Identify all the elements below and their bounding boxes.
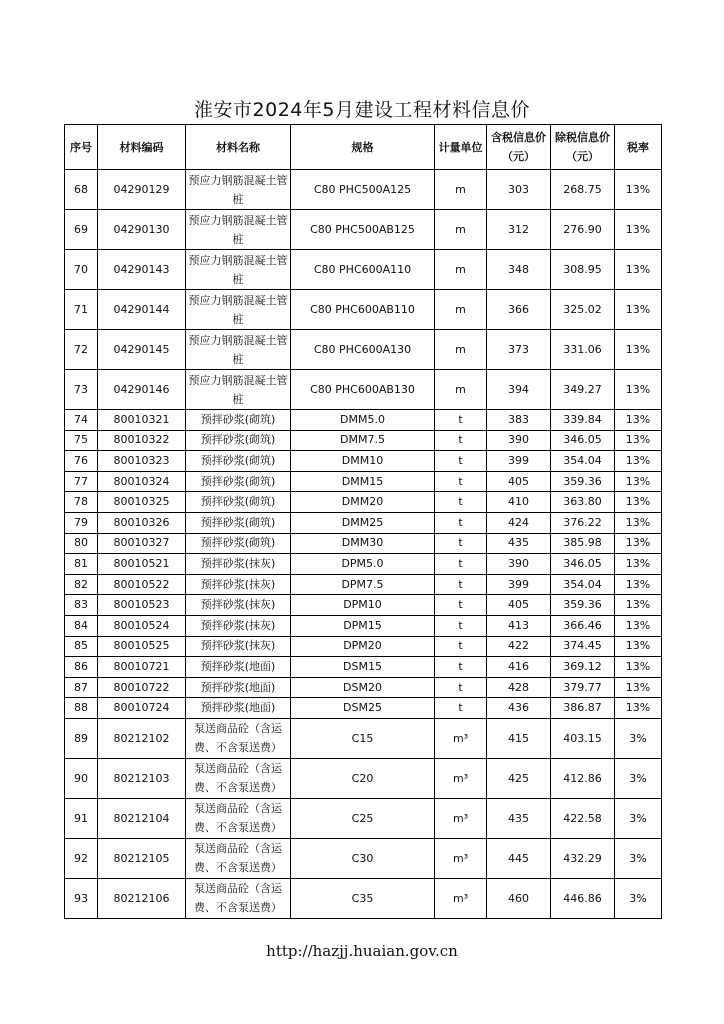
- cell-spec: DMM15: [291, 471, 435, 492]
- cell-code: 80010525: [98, 636, 186, 657]
- cell-no: 84: [65, 615, 98, 636]
- cell-net-price: 369.12: [551, 657, 615, 678]
- table-row: [65, 595, 662, 616]
- cell-code: 04290145: [98, 330, 186, 370]
- cell-unit: m: [435, 250, 487, 290]
- cell-rate: 13%: [615, 698, 662, 719]
- cell-unit: t: [435, 657, 487, 678]
- cell-name: 泵送商品砼（含运费、不含泵送费）: [186, 758, 291, 798]
- header-spec: 规格: [291, 125, 435, 170]
- cell-tax-price: 436: [487, 698, 551, 719]
- cell-net-price: 325.02: [551, 290, 615, 330]
- cell-net-price: 385.98: [551, 533, 615, 554]
- cell-name: 泵送商品砼（含运费、不含泵送费）: [186, 878, 291, 918]
- header-unit: 计量单位: [435, 125, 487, 170]
- cell-net-price: 339.84: [551, 410, 615, 431]
- cell-name: 泵送商品砼（含运费、不含泵送费）: [186, 838, 291, 878]
- header-no: 序号: [65, 125, 98, 170]
- cell-unit: t: [435, 554, 487, 575]
- cell-rate: 13%: [615, 492, 662, 513]
- cell-no: 73: [65, 370, 98, 410]
- cell-name: 预拌砂浆(地面): [186, 657, 291, 678]
- table-row: [65, 430, 662, 451]
- cell-code: 80010724: [98, 698, 186, 719]
- cell-no: 80: [65, 533, 98, 554]
- cell-tax-price: 416: [487, 657, 551, 678]
- cell-unit: t: [435, 533, 487, 554]
- cell-tax-price: 405: [487, 471, 551, 492]
- cell-rate: 13%: [615, 595, 662, 616]
- cell-spec: C80 PHC600A130: [291, 330, 435, 370]
- header-code: 材料编码: [98, 125, 186, 170]
- cell-name: 预拌砂浆(地面): [186, 698, 291, 719]
- cell-tax-price: 394: [487, 370, 551, 410]
- table-row: [65, 798, 662, 838]
- cell-rate: 13%: [615, 636, 662, 657]
- cell-rate: 13%: [615, 554, 662, 575]
- cell-no: 71: [65, 290, 98, 330]
- cell-unit: m³: [435, 878, 487, 918]
- cell-rate: 13%: [615, 574, 662, 595]
- cell-no: 89: [65, 718, 98, 758]
- cell-rate: 3%: [615, 878, 662, 918]
- cell-spec: DSM15: [291, 657, 435, 678]
- cell-spec: DMM10: [291, 451, 435, 472]
- cell-code: 80010324: [98, 471, 186, 492]
- cell-unit: t: [435, 410, 487, 431]
- cell-spec: DPM7.5: [291, 574, 435, 595]
- cell-tax-price: 428: [487, 677, 551, 698]
- cell-spec: C80 PHC500AB125: [291, 210, 435, 250]
- cell-unit: t: [435, 430, 487, 451]
- cell-code: 80212104: [98, 798, 186, 838]
- cell-code: 80010523: [98, 595, 186, 616]
- cell-unit: t: [435, 636, 487, 657]
- cell-rate: 13%: [615, 330, 662, 370]
- cell-tax-price: 415: [487, 718, 551, 758]
- cell-name: 预应力钢筋混凝土管桩: [186, 370, 291, 410]
- cell-no: 86: [65, 657, 98, 678]
- cell-name: 预拌砂浆(砌筑): [186, 451, 291, 472]
- cell-rate: 3%: [615, 838, 662, 878]
- cell-net-price: 363.80: [551, 492, 615, 513]
- cell-no: 75: [65, 430, 98, 451]
- cell-name: 预应力钢筋混凝土管桩: [186, 170, 291, 210]
- cell-tax-price: 422: [487, 636, 551, 657]
- cell-rate: 13%: [615, 410, 662, 431]
- table-body: [65, 170, 662, 919]
- cell-code: 04290143: [98, 250, 186, 290]
- table-row: [65, 677, 662, 698]
- cell-unit: t: [435, 677, 487, 698]
- cell-no: 74: [65, 410, 98, 431]
- cell-code: 80212103: [98, 758, 186, 798]
- cell-tax-price: 424: [487, 512, 551, 533]
- cell-rate: 13%: [615, 370, 662, 410]
- cell-name: 预拌砂浆(砌筑): [186, 410, 291, 431]
- cell-rate: 13%: [615, 290, 662, 330]
- cell-code: 80010326: [98, 512, 186, 533]
- table-row: [65, 290, 662, 330]
- cell-name: 预拌砂浆(抹灰): [186, 636, 291, 657]
- cell-no: 81: [65, 554, 98, 575]
- cell-tax-price: 405: [487, 595, 551, 616]
- cell-code: 80010323: [98, 451, 186, 472]
- cell-net-price: 359.36: [551, 595, 615, 616]
- cell-spec: C15: [291, 718, 435, 758]
- cell-unit: m: [435, 170, 487, 210]
- cell-spec: DMM7.5: [291, 430, 435, 451]
- cell-spec: DPM5.0: [291, 554, 435, 575]
- table-row: [65, 574, 662, 595]
- cell-code: 80010522: [98, 574, 186, 595]
- table-row: [65, 512, 662, 533]
- cell-spec: C80 PHC500A125: [291, 170, 435, 210]
- cell-tax-price: 425: [487, 758, 551, 798]
- cell-no: 79: [65, 512, 98, 533]
- cell-code: 80212105: [98, 838, 186, 878]
- cell-no: 69: [65, 210, 98, 250]
- table-row: [65, 636, 662, 657]
- header-rate: 税率: [615, 125, 662, 170]
- cell-spec: C20: [291, 758, 435, 798]
- cell-name: 预拌砂浆(砌筑): [186, 492, 291, 513]
- cell-spec: DPM15: [291, 615, 435, 636]
- cell-net-price: 354.04: [551, 574, 615, 595]
- cell-spec: C80 PHC600AB110: [291, 290, 435, 330]
- cell-unit: t: [435, 698, 487, 719]
- cell-code: 04290144: [98, 290, 186, 330]
- cell-unit: t: [435, 512, 487, 533]
- cell-spec: DMM30: [291, 533, 435, 554]
- cell-unit: t: [435, 595, 487, 616]
- cell-spec: C80 PHC600A110: [291, 250, 435, 290]
- cell-name: 预应力钢筋混凝土管桩: [186, 210, 291, 250]
- cell-no: 92: [65, 838, 98, 878]
- cell-spec: C25: [291, 798, 435, 838]
- cell-tax-price: 410: [487, 492, 551, 513]
- cell-unit: t: [435, 492, 487, 513]
- cell-no: 72: [65, 330, 98, 370]
- cell-net-price: 446.86: [551, 878, 615, 918]
- cell-tax-price: 390: [487, 554, 551, 575]
- header-name: 材料名称: [186, 125, 291, 170]
- cell-tax-price: 390: [487, 430, 551, 451]
- cell-rate: 13%: [615, 170, 662, 210]
- cell-unit: m: [435, 290, 487, 330]
- cell-spec: C35: [291, 878, 435, 918]
- table-row: [65, 615, 662, 636]
- cell-code: 80010322: [98, 430, 186, 451]
- cell-rate: 13%: [615, 512, 662, 533]
- table-row: [65, 492, 662, 513]
- cell-unit: t: [435, 471, 487, 492]
- cell-no: 90: [65, 758, 98, 798]
- cell-unit: t: [435, 451, 487, 472]
- cell-code: 80010524: [98, 615, 186, 636]
- cell-net-price: 268.75: [551, 170, 615, 210]
- table-row: [65, 210, 662, 250]
- cell-spec: DSM25: [291, 698, 435, 719]
- cell-tax-price: 435: [487, 798, 551, 838]
- table-row: [65, 554, 662, 575]
- table-row: [65, 758, 662, 798]
- cell-code: 80010325: [98, 492, 186, 513]
- cell-no: 87: [65, 677, 98, 698]
- cell-code: 80212102: [98, 718, 186, 758]
- cell-net-price: 412.86: [551, 758, 615, 798]
- cell-spec: DPM10: [291, 595, 435, 616]
- footer-url: http://hazjj.huaian.gov.cn: [266, 942, 458, 960]
- table-row: [65, 533, 662, 554]
- cell-name: 泵送商品砼（含运费、不含泵送费）: [186, 798, 291, 838]
- table-row: [65, 410, 662, 431]
- cell-rate: 13%: [615, 533, 662, 554]
- cell-name: 预拌砂浆(抹灰): [186, 574, 291, 595]
- header-net-price: 除税信息价（元）: [551, 125, 615, 170]
- cell-spec: DMM5.0: [291, 410, 435, 431]
- table-row: [65, 657, 662, 678]
- cell-net-price: 386.87: [551, 698, 615, 719]
- cell-net-price: 276.90: [551, 210, 615, 250]
- cell-rate: 13%: [615, 451, 662, 472]
- cell-spec: DSM20: [291, 677, 435, 698]
- cell-name: 预拌砂浆(砌筑): [186, 471, 291, 492]
- cell-tax-price: 312: [487, 210, 551, 250]
- cell-net-price: 379.77: [551, 677, 615, 698]
- cell-no: 70: [65, 250, 98, 290]
- cell-unit: m³: [435, 718, 487, 758]
- cell-unit: m³: [435, 758, 487, 798]
- cell-net-price: 366.46: [551, 615, 615, 636]
- cell-no: 68: [65, 170, 98, 210]
- cell-spec: C30: [291, 838, 435, 878]
- cell-name: 预应力钢筋混凝土管桩: [186, 290, 291, 330]
- cell-rate: 3%: [615, 798, 662, 838]
- table-row: [65, 471, 662, 492]
- cell-net-price: 346.05: [551, 430, 615, 451]
- cell-name: 预拌砂浆(砌筑): [186, 533, 291, 554]
- cell-unit: m³: [435, 838, 487, 878]
- cell-no: 76: [65, 451, 98, 472]
- cell-code: 80010721: [98, 657, 186, 678]
- cell-rate: 13%: [615, 250, 662, 290]
- cell-tax-price: 460: [487, 878, 551, 918]
- cell-tax-price: 399: [487, 574, 551, 595]
- cell-rate: 3%: [615, 718, 662, 758]
- cell-rate: 13%: [615, 677, 662, 698]
- cell-rate: 13%: [615, 471, 662, 492]
- cell-name: 预拌砂浆(地面): [186, 677, 291, 698]
- header-tax-price: 含税信息价（元）: [487, 125, 551, 170]
- cell-name: 预拌砂浆(砌筑): [186, 430, 291, 451]
- cell-unit: m: [435, 210, 487, 250]
- cell-no: 93: [65, 878, 98, 918]
- cell-rate: 13%: [615, 615, 662, 636]
- cell-spec: DMM25: [291, 512, 435, 533]
- table-row: [65, 370, 662, 410]
- cell-tax-price: 399: [487, 451, 551, 472]
- cell-name: 泵送商品砼（含运费、不含泵送费）: [186, 718, 291, 758]
- table-row: [65, 838, 662, 878]
- table-row: [65, 170, 662, 210]
- cell-no: 83: [65, 595, 98, 616]
- table-row: [65, 451, 662, 472]
- cell-code: 04290129: [98, 170, 186, 210]
- table-row: [65, 330, 662, 370]
- cell-tax-price: 383: [487, 410, 551, 431]
- cell-no: 85: [65, 636, 98, 657]
- cell-spec: C80 PHC600AB130: [291, 370, 435, 410]
- cell-spec: DPM20: [291, 636, 435, 657]
- cell-net-price: 376.22: [551, 512, 615, 533]
- cell-tax-price: 303: [487, 170, 551, 210]
- cell-name: 预拌砂浆(抹灰): [186, 595, 291, 616]
- table-row: [65, 698, 662, 719]
- cell-no: 88: [65, 698, 98, 719]
- page-title: 淮安市2024年5月建设工程材料信息价: [194, 99, 530, 121]
- cell-unit: t: [435, 615, 487, 636]
- cell-code: 80010521: [98, 554, 186, 575]
- cell-net-price: 403.15: [551, 718, 615, 758]
- cell-net-price: 374.45: [551, 636, 615, 657]
- cell-net-price: 432.29: [551, 838, 615, 878]
- cell-tax-price: 348: [487, 250, 551, 290]
- cell-code: 04290146: [98, 370, 186, 410]
- cell-net-price: 359.36: [551, 471, 615, 492]
- cell-name: 预拌砂浆(砌筑): [186, 512, 291, 533]
- cell-tax-price: 373: [487, 330, 551, 370]
- header-row: [65, 125, 662, 170]
- cell-no: 78: [65, 492, 98, 513]
- cell-code: 04290130: [98, 210, 186, 250]
- cell-no: 82: [65, 574, 98, 595]
- cell-spec: DMM20: [291, 492, 435, 513]
- cell-net-price: 349.27: [551, 370, 615, 410]
- table-row: [65, 250, 662, 290]
- price-table: [64, 124, 662, 919]
- cell-net-price: 308.95: [551, 250, 615, 290]
- cell-name: 预应力钢筋混凝土管桩: [186, 330, 291, 370]
- cell-code: 80010722: [98, 677, 186, 698]
- table-row: [65, 878, 662, 918]
- cell-name: 预拌砂浆(抹灰): [186, 554, 291, 575]
- cell-code: 80010321: [98, 410, 186, 431]
- cell-tax-price: 413: [487, 615, 551, 636]
- cell-net-price: 422.58: [551, 798, 615, 838]
- cell-code: 80212106: [98, 878, 186, 918]
- cell-rate: 13%: [615, 210, 662, 250]
- cell-tax-price: 366: [487, 290, 551, 330]
- cell-tax-price: 435: [487, 533, 551, 554]
- cell-no: 91: [65, 798, 98, 838]
- cell-tax-price: 445: [487, 838, 551, 878]
- cell-unit: m³: [435, 798, 487, 838]
- cell-unit: t: [435, 574, 487, 595]
- cell-net-price: 346.05: [551, 554, 615, 575]
- cell-no: 77: [65, 471, 98, 492]
- cell-net-price: 354.04: [551, 451, 615, 472]
- cell-net-price: 331.06: [551, 330, 615, 370]
- cell-rate: 13%: [615, 657, 662, 678]
- cell-unit: m: [435, 330, 487, 370]
- cell-rate: 13%: [615, 430, 662, 451]
- cell-rate: 3%: [615, 758, 662, 798]
- cell-unit: m: [435, 370, 487, 410]
- table-row: [65, 718, 662, 758]
- cell-name: 预应力钢筋混凝土管桩: [186, 250, 291, 290]
- cell-name: 预拌砂浆(抹灰): [186, 615, 291, 636]
- cell-code: 80010327: [98, 533, 186, 554]
